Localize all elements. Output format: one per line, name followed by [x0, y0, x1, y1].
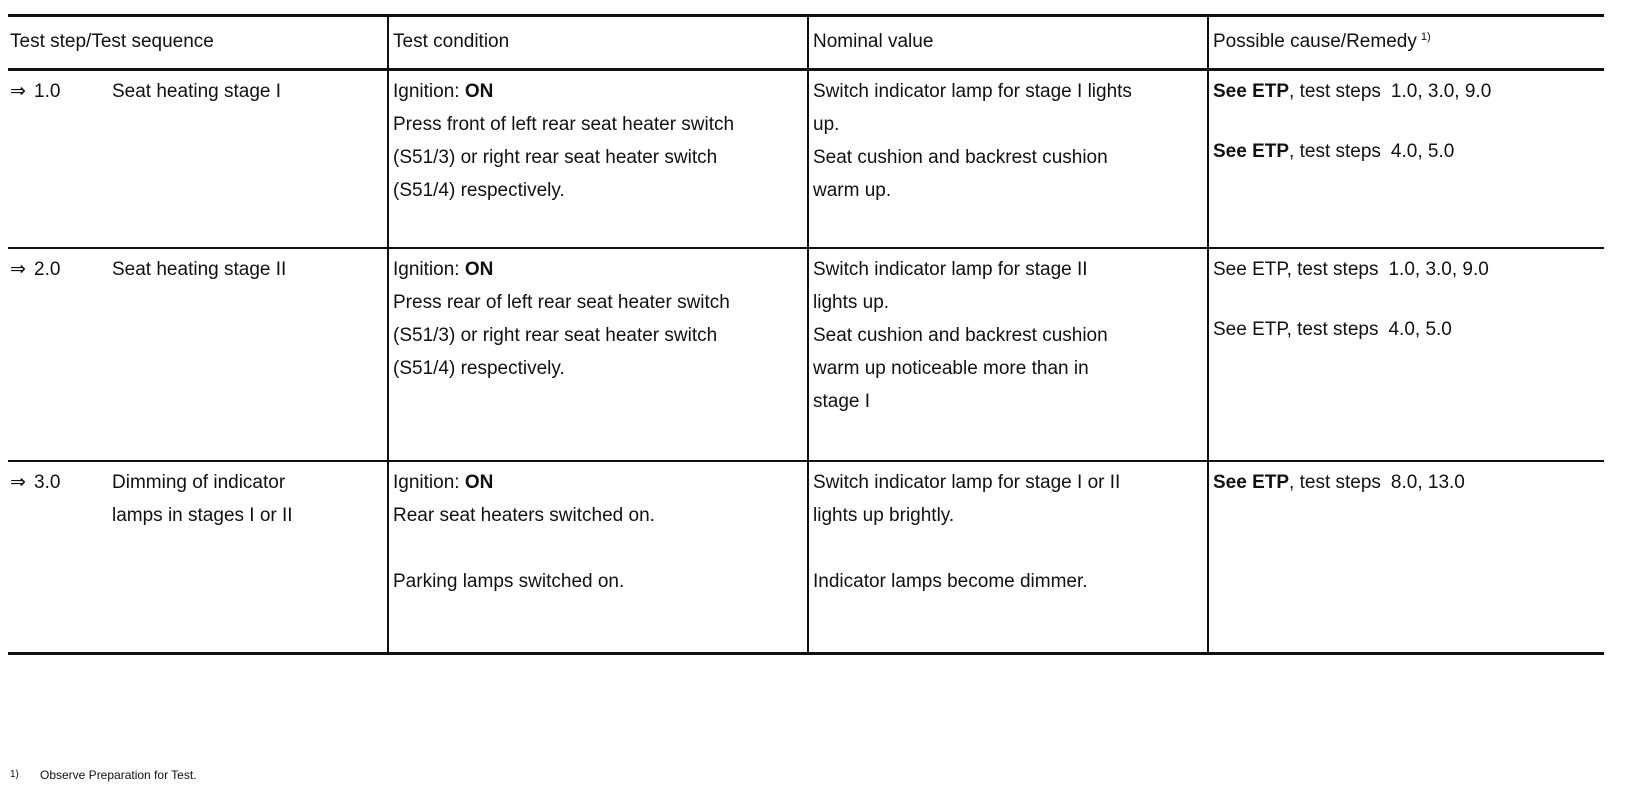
nominal-line: warm up noticeable more than in — [813, 357, 1089, 379]
step-name: Dimming of indicator lamps in stages I or II — [112, 471, 293, 526]
arrow-icon: ⇒ — [10, 258, 26, 280]
remedy-steps: 1.0, 3.0, 9.0 — [1390, 81, 1492, 102]
table-row — [8, 461, 1604, 654]
footnote — [10, 768, 197, 782]
remedy-cell — [1208, 70, 1604, 248]
nominal-value-cell — [808, 461, 1208, 654]
nominal-line: Indicator lamps become dimmer. — [813, 570, 1088, 592]
step-number: 2.0 — [34, 258, 61, 280]
nominal-line — [813, 532, 1203, 565]
remedy-line: See ETP, test steps 1.0, 3.0, 9.0 — [1213, 81, 1492, 102]
step-number: 3.0 — [34, 471, 61, 493]
condition-line: Parking lamps switched on. — [393, 570, 625, 592]
ignition-state: ON — [464, 81, 494, 102]
nominal-line: Switch indicator lamp for stage II — [813, 258, 1088, 280]
header-test-step: Test step/Test sequence — [10, 31, 214, 52]
nominal-line: Switch indicator lamp for stage I or II — [813, 471, 1121, 493]
arrow-icon: ⇒ — [10, 81, 26, 102]
condition-line: (S51/4) respectively. — [393, 180, 565, 201]
table-row — [8, 70, 1604, 248]
condition-line — [393, 532, 803, 565]
nominal-value-cell — [808, 248, 1208, 461]
remedy-steps: 4.0, 5.0 — [1390, 141, 1455, 162]
remedy-line: See ETP, test steps 8.0, 13.0 — [1213, 471, 1465, 493]
test-step-cell — [8, 248, 388, 461]
nominal-line: Seat cushion and backrest cushion — [813, 147, 1108, 168]
remedy-line: See ETP, test steps 4.0, 5.0 — [1213, 141, 1455, 162]
arrow-icon: ⇒ — [10, 471, 26, 493]
remedy-steps: 4.0, 5.0 — [1388, 318, 1452, 340]
test-condition-cell — [388, 461, 808, 654]
nominal-line: stage I — [813, 390, 871, 412]
remedy-cell — [1208, 248, 1604, 461]
step-number: 1.0 — [34, 81, 61, 102]
nominal-value-cell — [808, 70, 1208, 248]
test-step-cell — [8, 70, 388, 248]
nominal-line: Switch indicator lamp for stage I lights — [813, 81, 1132, 102]
condition-line: Press rear of left rear seat heater switch — [393, 291, 730, 313]
condition-line: (S51/3) or right rear seat heater switch — [393, 147, 718, 168]
nominal-line: Seat cushion and backrest cushion — [813, 324, 1108, 346]
remedy-steps: 8.0, 13.0 — [1390, 471, 1465, 493]
condition-line: Ignition: ON — [393, 258, 494, 280]
nominal-line: lights up. — [813, 291, 890, 313]
header-possible-cause-remedy: Possible cause/Remedy $^{1)}$ — [1208, 16, 1604, 70]
ignition-state: ON — [464, 471, 494, 493]
condition-line: Ignition: ON — [393, 471, 494, 493]
step-name: Seat heating stage II — [112, 258, 287, 280]
test-condition-cell — [388, 248, 808, 461]
table-row — [8, 248, 1604, 461]
condition-line: Press front of left rear seat heater switch — [393, 114, 735, 135]
test-sequence-table — [8, 14, 1604, 655]
nominal-line: up. — [813, 114, 840, 135]
remedy-steps: 1.0, 3.0, 9.0 — [1388, 258, 1489, 280]
condition-line: Rear seat heaters switched on. — [393, 504, 655, 526]
condition-line: Ignition: ON — [393, 81, 494, 102]
condition-line: (S51/4) respectively. — [393, 357, 565, 379]
footnote-reference: 1) — [1420, 30, 1431, 43]
remedy-line: See ETP, test steps 1.0, 3.0, 9.0 — [1213, 258, 1489, 280]
remedy-cell — [1208, 461, 1604, 654]
footnote-text: Observe Preparation for Test. — [40, 768, 197, 782]
test-condition-cell — [388, 70, 808, 248]
ignition-state: ON — [464, 258, 494, 280]
step-name: Seat heating stage I — [112, 81, 282, 102]
nominal-line: warm up. — [813, 180, 892, 201]
test-step-cell — [8, 461, 388, 654]
footnote-mark: 1) — [10, 769, 19, 780]
nominal-line: lights up brightly. — [813, 504, 955, 526]
header-nominal-value: Nominal value — [808, 16, 1208, 70]
header-test-condition: Test condition — [388, 16, 808, 70]
remedy-line: See ETP, test steps 4.0, 5.0 — [1213, 318, 1452, 340]
condition-line: (S51/3) or right rear seat heater switch — [393, 324, 718, 346]
table-header-row — [8, 16, 1604, 70]
